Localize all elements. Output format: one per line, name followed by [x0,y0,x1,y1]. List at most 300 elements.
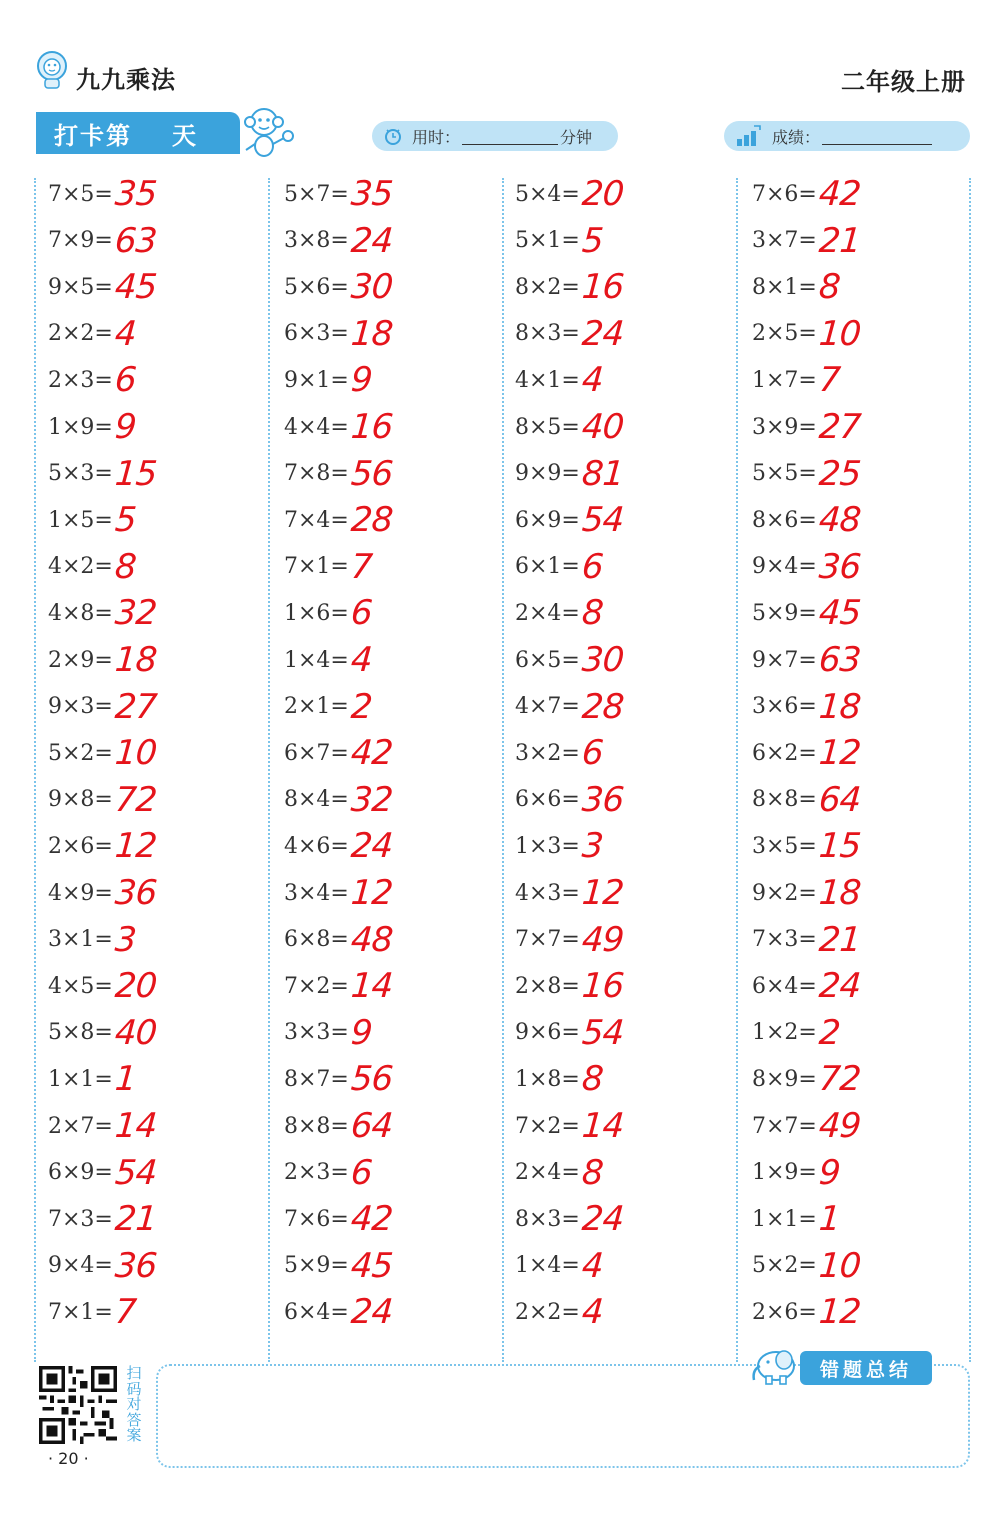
question-text: 1×2= [752,1020,817,1046]
exercise-item [284,454,392,494]
handwritten-answer[interactable]: 15 [817,826,862,867]
handwritten-answer[interactable]: 4 [580,1292,604,1333]
handwritten-answer[interactable]: 12 [580,873,625,913]
question-text: 5×3= [48,461,113,487]
exercise-item [752,500,860,540]
question-text: 1×3= [515,833,580,859]
divider [736,178,738,1362]
handwritten-answer[interactable]: 18 [817,686,862,727]
handwritten-answer[interactable]: 32 [349,779,394,820]
question-text: 5×7= [284,181,349,207]
handwritten-answer[interactable]: 35 [113,174,158,214]
exercise-item [48,733,156,773]
question-text: 6×7= [284,740,349,766]
question-text: 9×1= [284,367,349,393]
question-text: 7×1= [48,1299,113,1325]
question-text: 7×2= [284,973,349,999]
exercise-item [284,1106,392,1146]
handwritten-answer[interactable]: 9 [817,1152,841,1193]
handwritten-answer[interactable]: 6 [580,733,604,774]
question-text: 3×3= [284,1020,349,1046]
exercise-item [752,360,840,400]
handwritten-answer[interactable]: 54 [580,1012,625,1053]
handwritten-answer[interactable]: 12 [113,826,158,867]
exercise-item [515,1153,603,1193]
time-blank[interactable] [462,128,558,145]
exercise-item [515,500,623,540]
handwritten-answer[interactable]: 54 [580,500,625,541]
score-label: 成绩： [772,127,821,147]
question-text: 2×3= [284,1160,349,1186]
handwritten-answer[interactable]: 9 [349,1012,373,1053]
handwritten-answer[interactable]: 6 [349,593,373,634]
question-text: 8×8= [284,1113,349,1139]
exercise-item [284,966,392,1006]
handwritten-answer[interactable]: 25 [817,453,862,494]
grade-label: 二年级上册 [841,68,966,96]
handwritten-answer[interactable]: 42 [817,174,862,214]
question-text: 1×4= [284,647,349,673]
question-text: 3×9= [752,414,817,440]
monkey-icon [238,104,296,160]
question-text: 8×5= [515,414,580,440]
handwritten-answer[interactable]: 27 [817,407,862,447]
handwritten-answer[interactable]: 40 [113,1012,158,1053]
question-text: 2×6= [48,833,113,859]
handwritten-answer[interactable]: 1 [817,1199,841,1240]
question-text: 3×7= [752,228,817,254]
exercise-item [752,733,860,773]
question-text: 1×8= [515,1066,580,1092]
exercise-item [752,780,860,820]
question-text: 7×3= [48,1206,113,1232]
question-text: 7×1= [284,554,349,580]
handwritten-answer[interactable]: 21 [817,919,862,960]
exercise-item [515,966,623,1006]
question-text: 9×7= [752,647,817,673]
handwritten-answer[interactable]: 48 [817,500,862,541]
exercise-item [752,640,860,680]
exercise-item [284,267,392,307]
handwritten-answer[interactable]: 36 [580,779,625,820]
handwritten-answer[interactable]: 4 [113,313,137,354]
handwritten-answer[interactable]: 21 [113,1199,158,1240]
question-text: 5×4= [515,181,580,207]
handwritten-answer[interactable]: 9 [349,360,373,401]
exercise-item [284,547,372,587]
handwritten-answer[interactable]: 24 [580,1199,625,1240]
handwritten-answer[interactable]: 30 [349,267,394,308]
handwritten-answer[interactable]: 24 [349,220,394,261]
exercise-item [515,314,623,354]
question-text: 5×2= [48,740,113,766]
handwritten-answer[interactable]: 18 [817,873,862,913]
exercise-item [515,547,603,587]
exercise-item [48,640,156,680]
exercise-item [284,1059,392,1099]
exercise-item [752,920,860,960]
exercise-item [284,1292,392,1332]
question-text: 9×4= [48,1253,113,1279]
question-text: 4×2= [48,554,113,580]
question-text: 5×9= [752,600,817,626]
error-summary-title: 错题总结 [800,1351,932,1385]
handwritten-answer[interactable]: 14 [349,966,394,1007]
handwritten-answer[interactable]: 20 [113,966,158,1007]
handwritten-answer[interactable]: 8 [817,267,841,308]
question-text: 3×5= [752,833,817,859]
question-text: 1×9= [752,1160,817,1186]
exercise-item [284,314,392,354]
handwritten-answer[interactable]: 8 [580,593,604,634]
question-text: 1×4= [515,1253,580,1279]
handwritten-answer[interactable]: 2 [817,1012,841,1053]
question-text: 9×6= [515,1020,580,1046]
handwritten-answer[interactable]: 12 [349,873,394,913]
question-text: 2×2= [48,321,113,347]
exercise-item [752,1059,860,1099]
exercise-item [284,687,372,727]
exercise-item [752,826,860,866]
exercise-item [48,1013,156,1053]
exercise-item [48,267,156,307]
exercise-item [515,593,603,633]
question-text: 2×4= [515,1160,580,1186]
handwritten-answer[interactable]: 3 [580,826,604,867]
question-text: 8×1= [752,274,817,300]
question-text: 8×9= [752,1066,817,1092]
handwritten-answer[interactable]: 56 [349,453,394,494]
handwritten-answer[interactable]: 24 [349,826,394,867]
exercise-item [284,1013,372,1053]
exercise-item [752,174,860,214]
handwritten-answer[interactable]: 6 [349,1152,373,1193]
handwritten-answer[interactable]: 5 [113,500,137,541]
question-text: 2×7= [48,1113,113,1139]
exercise-item [48,873,156,913]
exercise-item [284,221,392,261]
handwritten-answer[interactable]: 63 [113,220,158,261]
question-text: 1×1= [752,1206,817,1232]
exercise-item [284,1153,372,1193]
handwritten-answer[interactable]: 45 [113,267,158,308]
question-text: 1×7= [752,367,817,393]
handwritten-answer[interactable]: 8 [580,1059,604,1100]
exercise-item [48,593,156,633]
question-text: 9×4= [752,554,817,580]
exercise-item [515,1292,603,1332]
exercise-item [752,873,860,913]
exercise-item [515,1199,623,1239]
divider [34,178,36,1362]
handwritten-answer[interactable]: 54 [113,1152,158,1193]
handwritten-answer[interactable]: 48 [349,919,394,960]
handwritten-answer[interactable]: 45 [817,593,862,634]
exercise-item [515,780,623,820]
question-text: 4×4= [284,414,349,440]
handwritten-answer[interactable]: 12 [817,1292,862,1333]
clock-icon [384,127,402,145]
exercise-item [48,407,136,447]
handwritten-answer[interactable]: 8 [113,546,137,587]
exercise-item [284,826,392,866]
handwritten-answer[interactable]: 28 [580,686,625,727]
question-text: 6×9= [48,1160,113,1186]
handwritten-answer[interactable]: 12 [817,733,862,774]
handwritten-answer[interactable]: 4 [349,640,373,680]
handwritten-answer[interactable]: 64 [349,1106,394,1146]
question-text: 5×1= [515,228,580,254]
question-text: 8×2= [515,274,580,300]
exercise-item [48,500,136,540]
handwritten-answer[interactable]: 32 [113,593,158,634]
question-text: 6×5= [515,647,580,673]
exercise-item [515,873,623,913]
question-text: 8×4= [284,787,349,813]
exercise-item [515,826,603,866]
handwritten-answer[interactable]: 42 [349,733,394,774]
exercise-item [752,1013,840,1053]
exercise-item [515,267,623,307]
question-text: 5×8= [48,1020,113,1046]
handwritten-answer[interactable]: 1 [113,1059,137,1100]
exercise-item [515,221,603,261]
exercise-item [752,1153,840,1193]
qr-code[interactable] [36,1366,120,1444]
exercise-item [284,1199,392,1239]
question-text: 7×9= [48,228,113,254]
exercise-item [752,966,860,1006]
question-text: 2×2= [515,1299,580,1325]
question-text: 7×7= [515,927,580,953]
handwritten-answer[interactable]: 21 [817,220,862,261]
question-text: 7×6= [284,1206,349,1232]
handwritten-answer[interactable]: 81 [580,453,625,494]
divider [502,178,504,1362]
exercise-item [48,826,156,866]
handwritten-answer[interactable]: 35 [349,174,394,214]
question-text: 6×1= [515,554,580,580]
handwritten-answer[interactable]: 49 [580,919,625,960]
exercise-item [515,407,623,447]
question-text: 1×1= [48,1066,113,1092]
question-text: 7×3= [752,927,817,953]
question-text: 4×7= [515,694,580,720]
handwritten-answer[interactable]: 4 [580,1245,604,1286]
exercise-item [284,640,372,680]
question-text: 6×9= [515,507,580,533]
exercise-item [48,547,136,587]
handwritten-answer[interactable]: 6 [113,360,137,401]
handwritten-answer[interactable]: 14 [580,1106,625,1146]
exercise-item [752,1292,860,1332]
question-text: 3×8= [284,228,349,254]
exercise-item [284,780,392,820]
banner-right-text: 天 [172,121,198,150]
handwritten-answer[interactable]: 7 [349,546,373,587]
handwritten-answer[interactable]: 4 [580,360,604,401]
handwritten-answer[interactable]: 56 [349,1059,394,1100]
exercise-item [48,1153,156,1193]
handwritten-answer[interactable]: 14 [113,1106,158,1146]
question-text: 7×6= [752,181,817,207]
question-text: 9×5= [48,274,113,300]
book-title: 九九乘法 [76,66,176,94]
handwritten-answer[interactable]: 3 [113,919,137,960]
question-text: 2×5= [752,321,817,347]
exercise-item [752,221,860,261]
question-text: 1×6= [284,600,349,626]
question-text: 7×2= [515,1113,580,1139]
question-text: 4×9= [48,880,113,906]
question-text: 2×3= [48,367,113,393]
handwritten-answer[interactable]: 40 [580,407,625,447]
question-text: 6×8= [284,927,349,953]
question-text: 5×6= [284,274,349,300]
handwritten-answer[interactable]: 18 [113,640,158,680]
question-text: 9×3= [48,694,113,720]
exercise-item [48,920,136,960]
handwritten-answer[interactable]: 20 [580,174,625,214]
exercise-item [284,733,392,773]
exercise-item [48,1246,156,1286]
score-blank[interactable] [822,128,932,145]
handwritten-answer[interactable]: 49 [817,1106,862,1146]
handwritten-answer[interactable]: 36 [113,873,158,913]
exercise-item [48,1106,156,1146]
exercise-item [48,314,136,354]
handwritten-answer[interactable]: 27 [113,686,158,727]
question-text: 3×1= [48,927,113,953]
handwritten-answer[interactable]: 28 [349,500,394,541]
exercise-item [752,407,860,447]
handwritten-answer[interactable]: 42 [349,1199,394,1240]
question-text: 8×8= [752,787,817,813]
handwritten-answer[interactable]: 18 [349,313,394,354]
question-text: 8×6= [752,507,817,533]
question-text: 1×9= [48,414,113,440]
question-text: 6×3= [284,321,349,347]
question-text: 1×5= [48,507,113,533]
exercise-item [284,407,392,447]
page-number: · 20 · [48,1449,89,1468]
exercise-item [48,1059,136,1099]
time-field[interactable] [372,121,618,151]
time-unit: 分钟 [560,127,593,147]
question-text: 4×3= [515,880,580,906]
lion-icon [34,50,70,90]
handwritten-answer[interactable]: 10 [817,1245,862,1286]
question-text: 8×7= [284,1066,349,1092]
exercise-item [515,640,623,680]
question-text: 4×1= [515,367,580,393]
question-text: 2×1= [284,694,349,720]
handwritten-answer[interactable]: 36 [817,546,862,587]
handwritten-answer[interactable]: 9 [113,407,137,447]
question-text: 4×8= [48,600,113,626]
handwritten-answer[interactable]: 5 [580,220,604,261]
exercise-item [752,547,860,587]
exercise-item [48,780,156,820]
question-text: 8×3= [515,321,580,347]
exercise-item [752,687,860,727]
exercise-item [48,454,156,494]
exercise-item [48,966,156,1006]
question-text: 3×4= [284,880,349,906]
handwritten-answer[interactable]: 24 [349,1292,394,1333]
question-text: 7×8= [284,461,349,487]
exercise-item [752,1199,840,1239]
question-text: 5×9= [284,1253,349,1279]
question-text: 4×6= [284,833,349,859]
score-field[interactable] [724,121,970,151]
divider [969,178,971,1362]
exercise-item [752,454,860,494]
handwritten-answer[interactable]: 16 [349,407,394,447]
handwritten-answer[interactable]: 72 [817,1059,862,1100]
exercise-item [284,174,392,214]
question-text: 6×2= [752,740,817,766]
handwritten-answer[interactable]: 30 [580,640,625,680]
exercise-item [515,1106,623,1146]
exercise-item [284,873,392,913]
handwritten-answer[interactable]: 2 [349,686,373,727]
handwritten-answer[interactable]: 64 [817,779,862,820]
handwritten-answer[interactable]: 15 [113,453,158,494]
exercise-item [515,1013,623,1053]
exercise-item [48,1292,136,1332]
exercise-item [515,733,603,773]
question-text: 2×6= [752,1299,817,1325]
time-label: 用时： [412,127,461,147]
handwritten-answer[interactable]: 72 [113,779,158,820]
handwritten-answer[interactable]: 10 [113,733,158,774]
exercise-item [515,687,623,727]
handwritten-answer[interactable]: 7 [113,1292,137,1333]
question-text: 5×5= [752,461,817,487]
handwritten-answer[interactable]: 16 [580,267,625,308]
question-text: 6×6= [515,787,580,813]
bar-chart-icon [736,125,762,147]
exercise-item [48,221,156,261]
question-text: 6×4= [752,973,817,999]
exercise-item [284,920,392,960]
question-text: 3×6= [752,694,817,720]
question-text: 5×2= [752,1253,817,1279]
punch-in-banner [36,112,240,154]
handwritten-answer[interactable]: 24 [817,966,862,1007]
handwritten-answer[interactable]: 10 [817,313,862,354]
handwritten-answer[interactable]: 24 [580,313,625,354]
question-text: 7×5= [48,181,113,207]
exercise-item [284,593,372,633]
handwritten-answer[interactable]: 45 [349,1245,394,1286]
handwritten-answer[interactable]: 36 [113,1245,158,1286]
exercise-item [515,174,623,214]
exercise-item [515,920,623,960]
handwritten-answer[interactable]: 6 [580,546,604,587]
handwritten-answer[interactable]: 16 [580,966,625,1007]
handwritten-answer[interactable]: 7 [817,360,841,401]
question-text: 2×4= [515,600,580,626]
qr-label: 扫码对答案 [126,1364,142,1444]
exercise-item [515,360,603,400]
question-text: 9×8= [48,787,113,813]
question-text: 3×2= [515,740,580,766]
handwritten-answer[interactable]: 8 [580,1152,604,1193]
question-text: 9×9= [515,461,580,487]
handwritten-answer[interactable]: 63 [817,640,862,680]
